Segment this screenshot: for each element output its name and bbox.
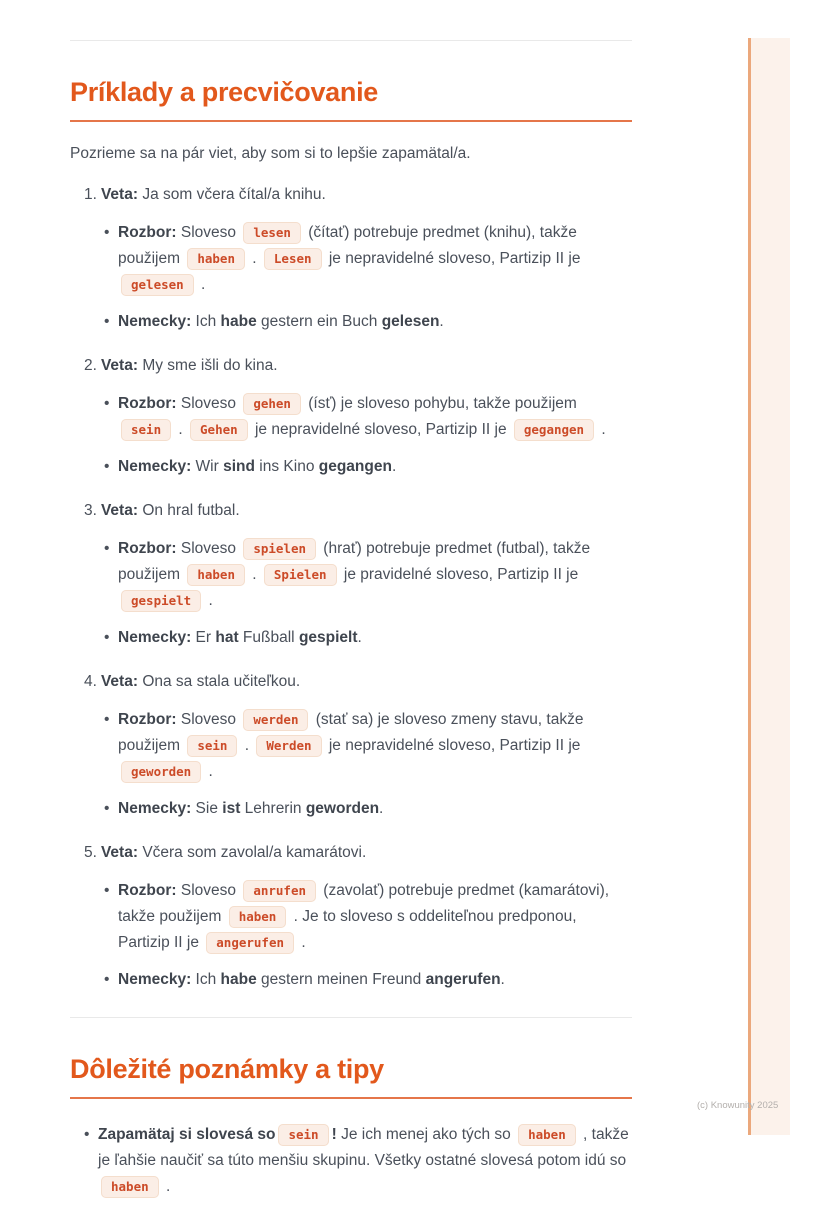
inline-code-tag: sein bbox=[278, 1124, 328, 1146]
rozbor-runs bbox=[118, 224, 580, 293]
top-divider bbox=[70, 40, 632, 41]
inline-code-tag: anrufen bbox=[243, 880, 316, 902]
inline-code-tag: haben bbox=[518, 1124, 576, 1146]
veta-line bbox=[84, 842, 632, 863]
item-number: 4. bbox=[84, 673, 97, 690]
inline-code-tag: haben bbox=[187, 248, 245, 270]
inline-code-tag: haben bbox=[187, 564, 245, 586]
inline-code-tag: sein bbox=[121, 419, 171, 441]
text-run: . bbox=[240, 737, 254, 754]
bold-text-run: geworden bbox=[305, 800, 380, 817]
bold-text-run: angerufen bbox=[425, 971, 501, 988]
rozbor-runs bbox=[118, 395, 606, 438]
bold-text-run: gegangen bbox=[318, 458, 392, 475]
nemecky-item bbox=[118, 454, 632, 480]
veta-label: Veta: bbox=[100, 357, 138, 374]
text-run: je nepravidelné sloveso, Partizip II je bbox=[324, 250, 581, 267]
text-run: (stať sa) je sloveso zmeny stavu, takže použijem bbox=[118, 711, 584, 754]
text-run: . bbox=[174, 421, 188, 438]
nemecky-label: Nemecky: bbox=[118, 458, 192, 475]
item-number: 2. bbox=[84, 357, 97, 374]
inline-code-tag: spielen bbox=[243, 538, 316, 560]
item-number: 1. bbox=[84, 186, 97, 203]
text-run: Er bbox=[191, 629, 216, 646]
nemecky-item bbox=[118, 796, 632, 822]
veta-text: My sme išli do kina. bbox=[142, 357, 278, 374]
inline-code-tag: geworden bbox=[121, 761, 201, 783]
bold-text-run: sind bbox=[223, 458, 255, 475]
footer-credit: (c) Knowunity 2025 bbox=[697, 1100, 779, 1111]
nemecky-label: Nemecky: bbox=[118, 313, 192, 330]
inline-code-tag: Werden bbox=[256, 735, 321, 757]
veta-line bbox=[84, 500, 632, 521]
text-run: je pravidelné sloveso, Partizip II je bbox=[339, 566, 579, 583]
text-run: Lehrerin bbox=[240, 800, 306, 817]
rozbor-label: Rozbor: bbox=[118, 224, 177, 241]
item-number: 3. bbox=[84, 502, 97, 519]
rozbor-runs bbox=[118, 882, 609, 951]
text-run: (čítať) potrebuje predmet (knihu), takže použijem bbox=[118, 224, 577, 267]
text-run: ins Kino bbox=[254, 458, 319, 475]
nemecky-label: Nemecky: bbox=[118, 800, 192, 817]
example-item-2 bbox=[84, 355, 632, 480]
text-run: , takže je ľahšie naučiť sa túto menšiu skupinu. Všetky ostatné slovesá potom idú so bbox=[98, 1126, 629, 1169]
bold-text-run: gespielt bbox=[298, 629, 358, 646]
veta-label: Veta: bbox=[100, 186, 138, 203]
text-run: . bbox=[500, 971, 505, 988]
bold-text-run: ! bbox=[331, 1126, 337, 1143]
nemecky-item bbox=[118, 967, 632, 993]
inline-code-tag: gehen bbox=[243, 393, 301, 415]
text-run: . bbox=[161, 1178, 171, 1195]
rozbor-label: Rozbor: bbox=[118, 395, 177, 412]
text-run: Wir bbox=[191, 458, 224, 475]
text-run: Sloveso bbox=[176, 711, 241, 728]
inline-code-tag: gelesen bbox=[121, 274, 194, 296]
bold-text-run: hat bbox=[215, 629, 239, 646]
text-run: Ich bbox=[191, 971, 221, 988]
inline-code-tag: Gehen bbox=[190, 419, 248, 441]
veta-line bbox=[84, 671, 632, 692]
example-item-5 bbox=[84, 842, 632, 993]
text-run: . bbox=[391, 458, 397, 475]
tips-list bbox=[70, 1122, 632, 1200]
text-run: (ísť) je sloveso pohybu, takže použijem bbox=[303, 395, 577, 412]
veta-text: Ja som včera čítal/a knihu. bbox=[142, 186, 326, 203]
text-run: gestern ein Buch bbox=[256, 313, 382, 330]
examples-list bbox=[70, 184, 632, 993]
nemecky-label: Nemecky: bbox=[118, 971, 192, 988]
veta-line bbox=[84, 184, 632, 205]
section-title-tips: Dôležité poznámky a tipy bbox=[70, 1054, 384, 1084]
veta-label: Veta: bbox=[100, 673, 138, 690]
text-run: . bbox=[204, 592, 213, 609]
text-run: . bbox=[439, 313, 444, 330]
text-run: je nepravidelné sloveso, Partizip II je bbox=[250, 421, 511, 438]
text-run: . bbox=[196, 276, 206, 293]
example-item-4 bbox=[84, 671, 632, 822]
rozbor-runs bbox=[118, 540, 590, 609]
text-run: Sloveso bbox=[176, 224, 241, 241]
bold-text-run: Zapamätaj si slovesá so bbox=[98, 1126, 276, 1143]
rozbor-runs bbox=[118, 711, 583, 780]
inline-code-tag: sein bbox=[187, 735, 237, 757]
section-divider bbox=[70, 1017, 632, 1018]
text-run: Sloveso bbox=[176, 395, 241, 412]
rozbor-label: Rozbor: bbox=[118, 882, 177, 899]
text-run: Sloveso bbox=[176, 882, 241, 899]
nemecky-runs bbox=[191, 800, 383, 817]
inline-code-tag: werden bbox=[243, 709, 308, 731]
text-run: Je ich menej ako tých so bbox=[336, 1126, 516, 1143]
inline-code-tag: Spielen bbox=[264, 564, 337, 586]
nemecky-runs bbox=[191, 629, 362, 646]
text-run: . Je to sloveso s oddeliteľnou predponou, Partizip II je bbox=[118, 908, 577, 951]
section-rule bbox=[70, 1097, 632, 1099]
rozbor-item bbox=[118, 878, 632, 956]
text-run: gestern meinen Freund bbox=[256, 971, 426, 988]
text-run: (hrať) potrebuje predmet (futbal), takže použijem bbox=[118, 540, 591, 583]
sub-list bbox=[84, 536, 632, 651]
intro-paragraph: Pozrieme sa na pár viet, aby som si to lepšie zapamätal/a. bbox=[70, 145, 471, 162]
text-run: . bbox=[357, 629, 362, 646]
inline-code-tag: gespielt bbox=[121, 590, 201, 612]
sub-list bbox=[84, 220, 632, 335]
veta-label: Veta: bbox=[100, 844, 138, 861]
nemecky-runs bbox=[191, 971, 505, 988]
text-run: Sloveso bbox=[176, 540, 241, 557]
text-run: je nepravidelné sloveso, Partizip II je bbox=[324, 737, 581, 754]
example-item-1 bbox=[84, 184, 632, 335]
bold-text-run: ist bbox=[222, 800, 241, 817]
inline-code-tag: gegangen bbox=[514, 419, 594, 441]
section-title-examples: Príklady a precvičovanie bbox=[70, 77, 378, 107]
nemecky-runs bbox=[191, 313, 443, 330]
rozbor-item bbox=[118, 536, 632, 614]
text-run: Fußball bbox=[238, 629, 299, 646]
page-margin-accent-band bbox=[748, 38, 790, 1135]
inline-code-tag: lesen bbox=[243, 222, 301, 244]
nemecky-item bbox=[118, 309, 632, 335]
nemecky-item bbox=[118, 625, 632, 651]
tip-item bbox=[98, 1122, 632, 1200]
bold-text-run: gelesen bbox=[381, 313, 440, 330]
item-number: 5. bbox=[84, 844, 97, 861]
document-content bbox=[70, 0, 632, 1211]
inline-code-tag: Lesen bbox=[264, 248, 322, 270]
text-run: . bbox=[379, 800, 384, 817]
tip-runs bbox=[98, 1126, 629, 1195]
section-rule bbox=[70, 120, 632, 122]
text-run: . bbox=[204, 763, 213, 780]
text-run: Sie bbox=[191, 800, 223, 817]
rozbor-item bbox=[118, 220, 632, 298]
example-item-3 bbox=[84, 500, 632, 651]
text-run: . bbox=[247, 566, 261, 583]
bold-text-run: habe bbox=[220, 971, 257, 988]
nemecky-label: Nemecky: bbox=[118, 629, 192, 646]
inline-code-tag: haben bbox=[101, 1176, 159, 1198]
sub-list bbox=[84, 707, 632, 822]
rozbor-item bbox=[118, 391, 632, 443]
inline-code-tag: haben bbox=[229, 906, 287, 928]
rozbor-label: Rozbor: bbox=[118, 540, 177, 557]
inline-code-tag: angerufen bbox=[206, 932, 294, 954]
sub-list bbox=[84, 391, 632, 480]
text-run: . bbox=[297, 934, 306, 951]
veta-text: On hral futbal. bbox=[142, 502, 240, 519]
text-run: (zavolať) potrebuje predmet (kamarátovi), takže použijem bbox=[118, 882, 610, 925]
text-run: . bbox=[597, 421, 606, 438]
veta-line bbox=[84, 355, 632, 376]
veta-text: Ona sa stala učiteľkou. bbox=[142, 673, 301, 690]
sub-list bbox=[84, 878, 632, 993]
rozbor-label: Rozbor: bbox=[118, 711, 177, 728]
veta-text: Včera som zavolal/a kamarátovi. bbox=[142, 844, 367, 861]
text-run: . bbox=[247, 250, 261, 267]
text-run: Ich bbox=[191, 313, 221, 330]
bold-text-run: habe bbox=[220, 313, 257, 330]
veta-label: Veta: bbox=[100, 502, 138, 519]
nemecky-runs bbox=[191, 458, 396, 475]
rozbor-item bbox=[118, 707, 632, 785]
